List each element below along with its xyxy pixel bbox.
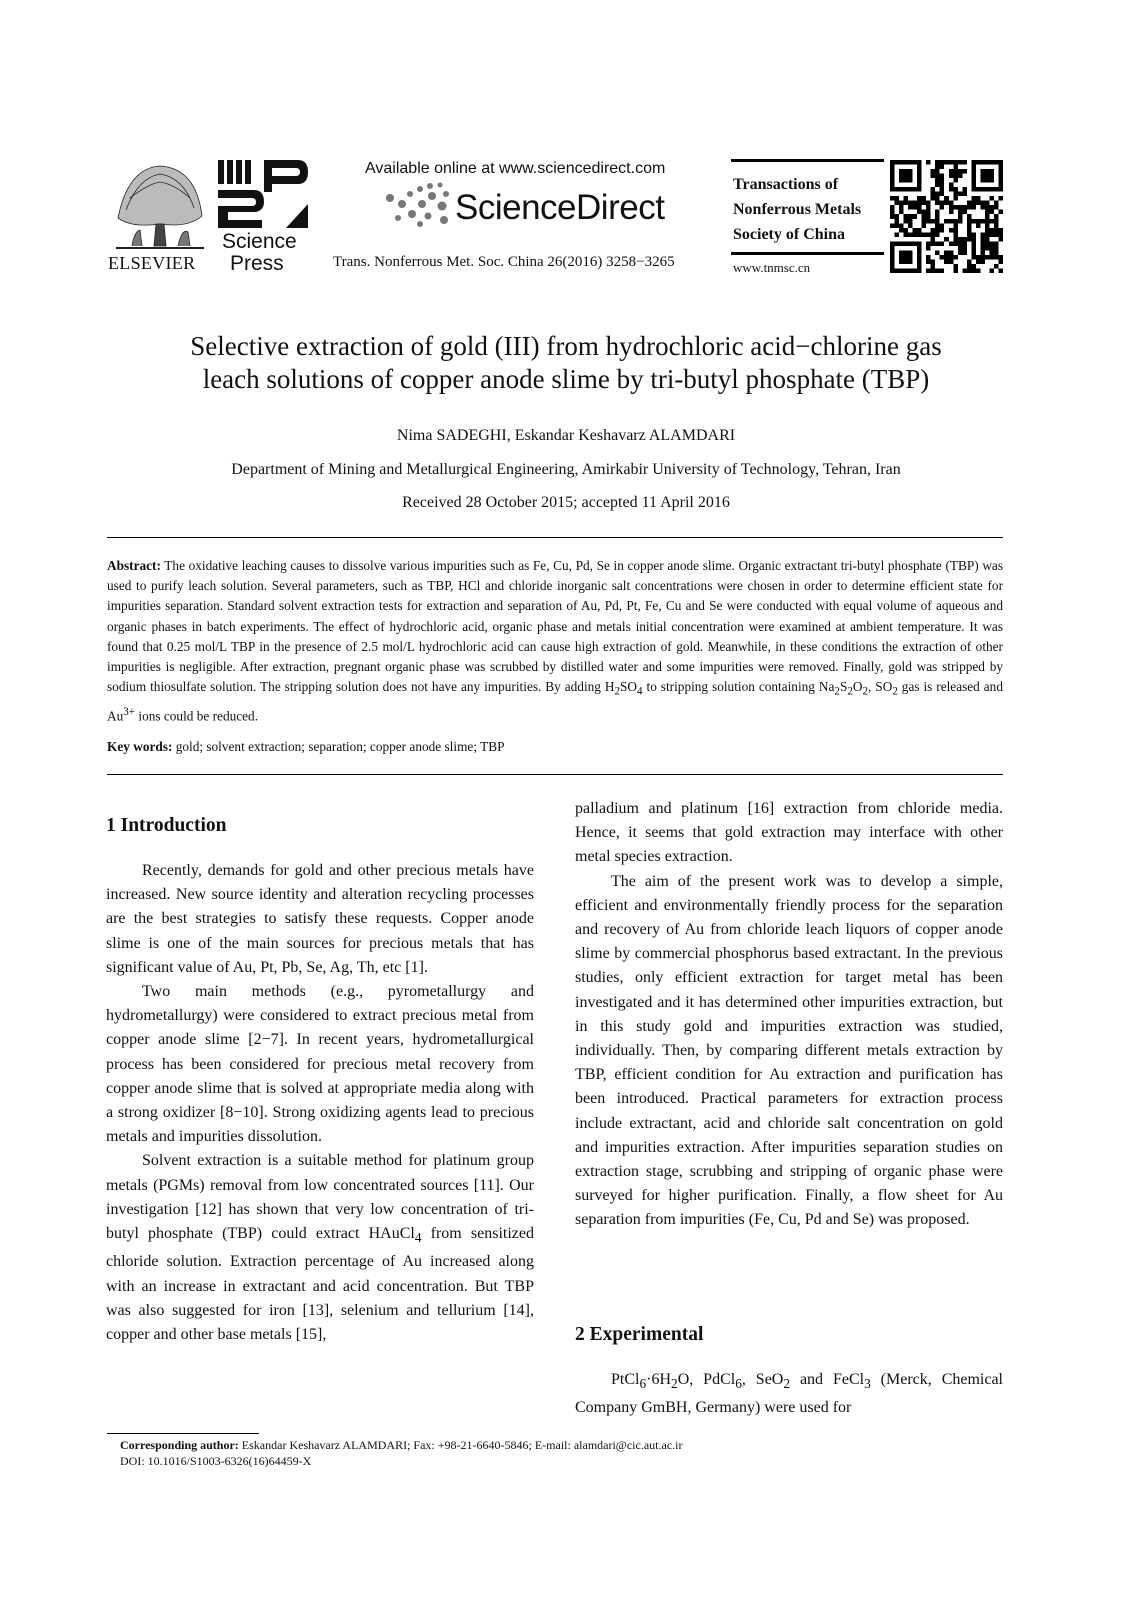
subscript: 2 (862, 685, 869, 698)
paragraph: Recently, demands for gold and other precious metals have increased. New source identity and alteration recycling processes are the best strategies to satisfy these requests. Copper anode slime is one of the main sources for precious metals that has significant value of Au, Pt, Pb, Se, Ag, Th, etc [1]. (106, 862, 534, 976)
abstract-text: , SO (868, 679, 893, 695)
abstract-text: to stripping solution containing Na (642, 679, 835, 695)
subscript: 2 (847, 685, 853, 698)
subscript: 2 (671, 1376, 678, 1392)
abstract-bottom-rule (107, 774, 1003, 775)
journal-title-line: Society of China (733, 226, 845, 243)
elsevier-tree-icon (108, 158, 210, 253)
footnote-rule (107, 1433, 259, 1434)
section-heading-introduction: 1 Introduction (106, 815, 227, 836)
subscript: 2 (614, 685, 621, 698)
paragraph-text: and FeCl (790, 1371, 865, 1388)
qr-code-icon (890, 160, 1003, 273)
doi: DOI: 10.1016/S1003-6326(16)64459-X (120, 1454, 312, 1468)
paragraph: palladium and platinum [16] extraction from chloride media. Hence, it seems that gold extraction may interface with other metal species extraction. (575, 800, 1003, 866)
superscript: 3+ (123, 706, 136, 719)
paragraph-text: from sensitized chloride solution. Extraction percentage of Au increased along with an increase in extractant and acid concentration. But TBP was also suggested for iron [13], selenium and tellurium [14], copper and other base metals [15], (106, 1225, 534, 1344)
paragraph: The aim of the present work was to develop a simple, efficient and environmentally friendly process for the separation and recovery of Au from chloride leach liquors of copper anode slime by commercial phosphorus based extractant. In the previous studies, only efficient extraction for target metal has been investigated and it has determined other impurities extraction, but in this study gold and impurities extraction was studied, individually. Then, by comparing different metals extraction by TBP, efficient condition for Au extraction and purification has been introduced. Practical parameters for extraction process include extractant, acid and chloride salt concentration on gold and impurities extraction. After impurities separation studies on extraction stage, scrubbing and stripping of organic phase were surveyed for higher purification. Finally, a flow sheet for Au separation from impurities (Fe, Cu, Pd and Se) was proposed. (575, 872, 1003, 1229)
received-dates: Received 28 October 2015; accepted 11 April 2016 (402, 494, 730, 511)
science-press-logo-icon (214, 158, 310, 230)
abstract (107, 556, 1003, 727)
abstract-label: Abstract: (107, 558, 161, 573)
corresponding-text: Eskandar Keshavarz ALAMDARI; Fax: +98-21-6640-5846; E-mail: alamdari@cic.aut.ac.ir (238, 1438, 683, 1452)
subscript: 4 (414, 1230, 422, 1246)
keywords-text: gold; solvent extraction; separation; copper anode slime; TBP (172, 739, 505, 754)
authors: Nima SADEGHI, Eskandar Keshavarz ALAMDARI (396, 427, 736, 444)
abstract-text: S (839, 679, 848, 695)
paragraph (575, 1368, 1003, 1421)
abstract-text: SO (620, 679, 638, 695)
keywords-label: Key words: (107, 739, 173, 754)
subscript: 6 (639, 1376, 647, 1392)
subscript: 3 (864, 1376, 871, 1392)
journal-title (733, 172, 893, 247)
article-title-line1: Selective extraction of gold (III) from hydrochloric acid−chlorine gas (190, 331, 942, 361)
elsevier-wordmark: ELSEVIER (108, 253, 196, 273)
abstract-text: gas is released and Au (107, 679, 1003, 724)
article-title (80, 330, 1052, 396)
affiliation: Department of Mining and Metallurgical Engineering, Amirkabir University of Technology, Tehran, Iran (231, 461, 901, 478)
subscript: 2 (783, 1376, 791, 1392)
journal-title-line: Transactions of (733, 176, 839, 193)
sciencedirect-dots-icon (384, 182, 454, 228)
right-column-continued (575, 1368, 1003, 1421)
corresponding-author (120, 1437, 683, 1453)
journal-title-line: Nonferrous Metals (733, 201, 862, 218)
left-column (106, 859, 534, 1347)
journal-bottom-rule (731, 252, 884, 255)
journal-top-rule (731, 159, 884, 162)
article-title-line2: leach solutions of copper anode slime by tri-butyl phosphate (TBP) (202, 364, 930, 394)
paragraph-text: PtCl (611, 1371, 640, 1388)
paragraph-text: ·6H (646, 1371, 672, 1388)
paragraph (106, 1149, 534, 1347)
abstract-text: O (852, 679, 863, 695)
subscript: 6 (735, 1376, 742, 1392)
abstract-text: The oxidative leaching causes to dissolve various impurities such as Fe, Cu, Pd, Se in copper anode slime. Organic extractant tri-butyl phosphate (TBP) was used to purify leach solution. Several parameters, such as TBP, HCl and chloride inorganic salt concentrations were chosen in order to determine efficient state for impurities separation. Standard solvent extraction tests for extraction and separation of Au, Pd, Pt, Fe, Cu and Se were conducted with equal volume of aqueous and organic phases in batch experiments. The effect of hydrochloric acid, organic phase and metals initial concentration were examined at ambient temperature. It was found that 0.25 mol/L TBP in the presence of 2.5 mol/L hydrochloric acid can cause high extraction of gold. Meanwhile, in these conditions the extraction of other impurities is negligible. After extraction, pregnant organic phase was scrubbed by distilled water and some impurities were removed. Finally, gold was stripped by sodium thiosulfate solution. The stripping solution does not have any impurities. By adding H (107, 558, 1003, 695)
subscript: 2 (834, 685, 840, 698)
journal-url: www.tnmsc.cn (733, 260, 811, 275)
paragraph: Two main methods (e.g., pyrometallurgy and hydrometallurgy) were considered to extract precious metal from copper anode slime [2−7]. In recent years, hydrometallurgical process has been considered for precious metal recovery from copper anode slime that is solved at appropriate media along with a strong oxidizer [8−10]. Strong oxidizing agents lead to precious metals and impurities dissolution. (106, 983, 534, 1146)
abstract-top-rule (107, 537, 1003, 538)
corresponding-label: Corresponding author: (120, 1438, 239, 1452)
section-heading-experimental: 2 Experimental (575, 1324, 704, 1345)
available-online-text: Available online at www.sciencedirect.com (365, 160, 666, 177)
journal-citation: Trans. Nonferrous Met. Soc. China 26(2016) 3258−3265 (333, 254, 675, 270)
science-press-line1: Science (222, 230, 297, 253)
sciencedirect-brand: ScienceDirect (455, 188, 665, 227)
right-column (575, 797, 1003, 1233)
paragraph-text: Solvent extraction is a suitable method for platinum group metals (PGMs) removal from low concentrated sources [11]. Our investigation [12] has shown that very low concentration of tri-butyl phosphate (TBP) could extract HAuCl (106, 1152, 534, 1243)
subscript: 4 (637, 685, 643, 698)
keywords (107, 737, 1003, 757)
science-press-line2: Press (230, 252, 284, 275)
abstract-text: ions could be reduced. (135, 708, 259, 724)
subscript: 2 (892, 685, 898, 698)
paragraph-text: , SeO (741, 1371, 784, 1388)
paragraph-text: O, PdCl (677, 1371, 736, 1388)
paragraph-text: (Merck, Chemical Company GmBH, Germany) were used for (575, 1371, 1004, 1417)
